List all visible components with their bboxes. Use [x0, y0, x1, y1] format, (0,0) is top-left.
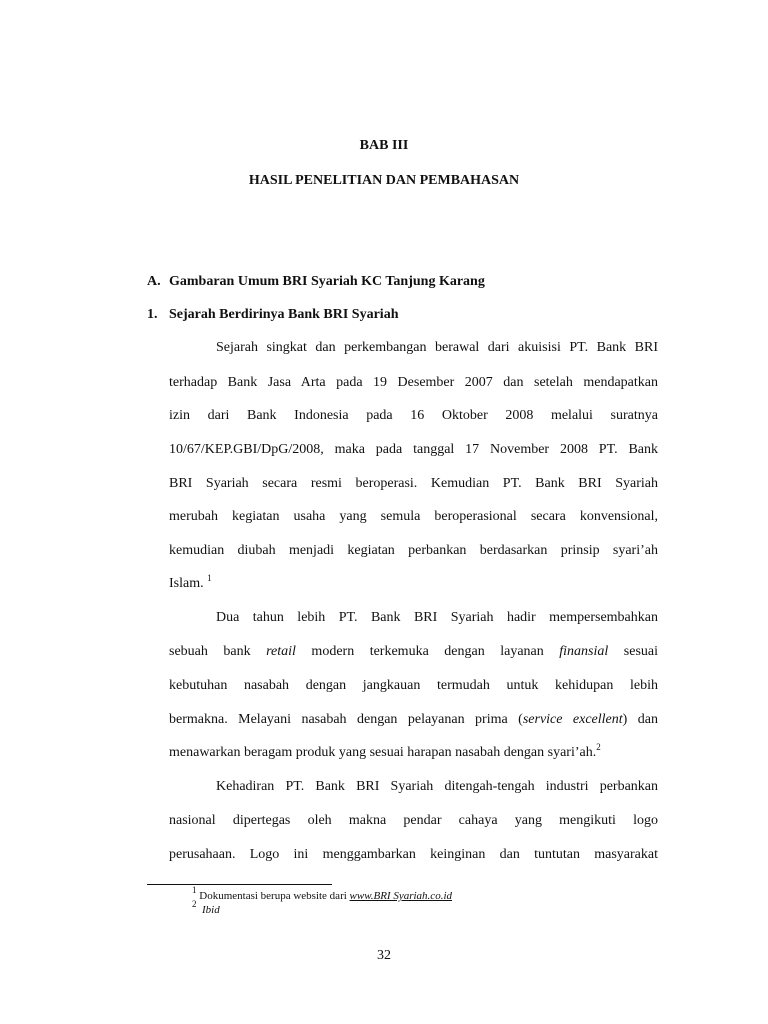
paragraph-2-line-4-c: ) dan — [622, 712, 658, 727]
paragraph-2-term-retail: retail — [266, 644, 296, 659]
paragraph-1-line-2: terhadap Bank Jasa Arta pada 19 Desember 2007 dan setelah mendapatkan — [169, 375, 658, 390]
paragraph-2-line-2 — [169, 643, 658, 661]
subsection-number: 1. — [147, 307, 158, 322]
footnote-1-text: Dokumentasi berupa website dari — [196, 890, 350, 902]
chapter-label: BAB III — [359, 138, 409, 153]
paragraph-1-line-8-text: Islam. — [169, 576, 208, 591]
paragraph-2-line-2-e: sesuai — [608, 644, 659, 659]
paragraph-2-line-3: kebutuhan nasabah dengan jangkauan termudah untuk kehidupan lebih — [169, 678, 658, 693]
paragraph-1-line-8 — [169, 575, 658, 593]
paragraph-2-line-5-text: menawarkan beragam produk yang sesuai harapan nasabah dengan syari’ah. — [169, 745, 597, 760]
footnote-2-text: Ibid — [202, 904, 220, 916]
paragraph-2-line-2-a: sebuah bank — [169, 644, 267, 659]
footnote-ref-2: 2 — [596, 742, 601, 752]
section-title: Gambaran Umum BRI Syariah KC Tanjung Karang — [169, 274, 485, 289]
paragraph-2-term-finansial: finansial — [559, 644, 609, 659]
footnote-ref-1: 1 — [207, 573, 212, 583]
subsection-title: Sejarah Berdirinya Bank BRI Syariah — [169, 307, 399, 322]
paragraph-3-line-2: nasional dipertegas oleh makna pendar cahaya yang mengikuti logo — [169, 813, 658, 828]
chapter-title: HASIL PENELITIAN DAN PEMBAHASAN — [248, 173, 520, 188]
footnote-1-link[interactable]: www.BRI Syariah.co.id — [349, 890, 453, 902]
subsection-heading — [147, 307, 398, 323]
paragraph-1-line-7: kemudian diubah menjadi kegiatan perbankan berdasarkan prinsip syari’ah — [169, 543, 658, 558]
footnote-1-number: 1 — [192, 885, 197, 895]
page-number: 32 — [377, 948, 391, 963]
paragraph-2-line-2-c: modern terkemuka dengan layanan — [295, 644, 560, 659]
paragraph-2-line-4 — [169, 711, 658, 729]
footnote-separator — [147, 884, 332, 885]
paragraph-3-line-3: perusahaan. Logo ini menggambarkan keinginan dan tuntutan masyarakat — [169, 847, 658, 862]
paragraph-1-line-3: izin dari Bank Indonesia pada 16 Oktober 2008 melalui suratnya — [169, 408, 658, 423]
paragraph-1-line-5: BRI Syariah secara resmi beroperasi. Kemudian PT. Bank BRI Syariah — [169, 476, 658, 491]
paragraph-2-line-1: Dua tahun lebih PT. Bank BRI Syariah hadir mempersembahkan — [216, 610, 658, 625]
paragraph-1-line-6: merubah kegiatan usaha yang semula beroperasional secara konvensional, — [169, 509, 658, 524]
footnote-2-number: 2 — [192, 899, 197, 909]
footnote-2 — [192, 899, 220, 916]
section-number: A. — [147, 274, 161, 289]
paragraph-2-line-4-a: bermakna. Melayani nasabah dengan pelayanan prima ( — [169, 712, 523, 727]
footnote-1 — [192, 885, 453, 902]
section-heading — [147, 274, 485, 290]
paragraph-2-line-5 — [169, 744, 658, 762]
paragraph-1-line-1: Sejarah singkat dan perkembangan berawal dari akuisisi PT. Bank BRI — [216, 340, 658, 355]
paragraph-2-term-service-excellent: service excellent — [522, 712, 623, 727]
paragraph-3-line-1: Kehadiran PT. Bank BRI Syariah ditengah-tengah industri perbankan — [216, 779, 658, 794]
paragraph-1-line-4: 10/67/KEP.GBI/DpG/2008, maka pada tanggal 17 November 2008 PT. Bank — [169, 442, 658, 457]
